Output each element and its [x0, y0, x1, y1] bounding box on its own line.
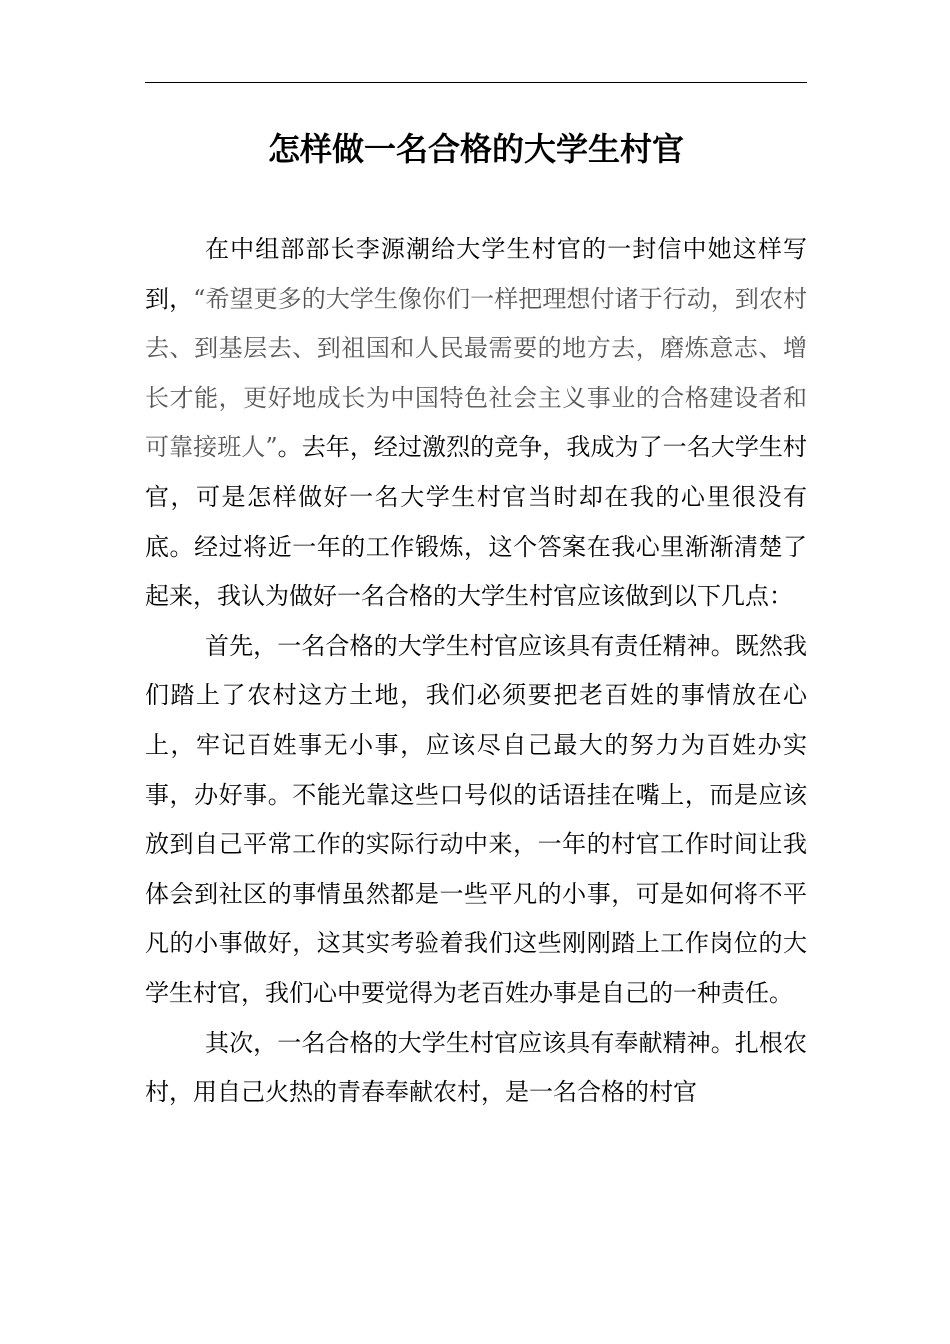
document-body: [145, 225, 807, 1118]
paragraph-1: [145, 225, 807, 622]
paragraph-2: 首先，一名合格的大学生村官应该具有责任精神。既然我们踏上了农村这方土地，我们必须要把老百姓的事情放在心上，牢记百姓事无小事，应该尽自己最大的努力为百姓办实事，办好事。不能光靠这些口号似的话语挂在嘴上，而是应该放到自己平常工作的实际行动中来，一年的村官工作时间让我体会到社区的事情虽然都是一些平凡的小事，可是如何将不平凡的小事做好，这其实考验着我们这些刚刚踏上工作岗位的大学生村官，我们心中要觉得为老百姓办事是自己的一种责任。: [145, 631, 807, 1007]
paragraph-1-quote: “希望更多的大学生像你们一样把理想付诸于行动，到农村去、到基层去、到祖国和人民最需要的地方去，磨炼意志、增长才能，更好地成长为中国特色社会主义事业的合格建设者和可靠接班人”: [145, 284, 807, 462]
paragraph-1-intro: 在中组部部长李源潮给大学生村官的一封信中她这样写到，: [145, 235, 807, 313]
header-rule: [145, 82, 807, 83]
document-title: 怎样做一名合格的大学生村官: [267, 130, 684, 168]
paragraph-3: 其次，一名合格的大学生村官应该具有奉献精神。扎根农村，用自己火热的青春奉献农村，是一名合格的村官: [145, 1028, 807, 1107]
paragraph-1-rest: 。去年，经过激烈的竞争，我成为了一名大学生村官，可是怎样做好一名大学生村官当时却在我的心里很没有底。经过将近一年的工作锻炼，这个答案在我心里渐渐清楚了起来，我认为做好一名合格的大学生村官应该做到以下几点：: [145, 433, 807, 611]
